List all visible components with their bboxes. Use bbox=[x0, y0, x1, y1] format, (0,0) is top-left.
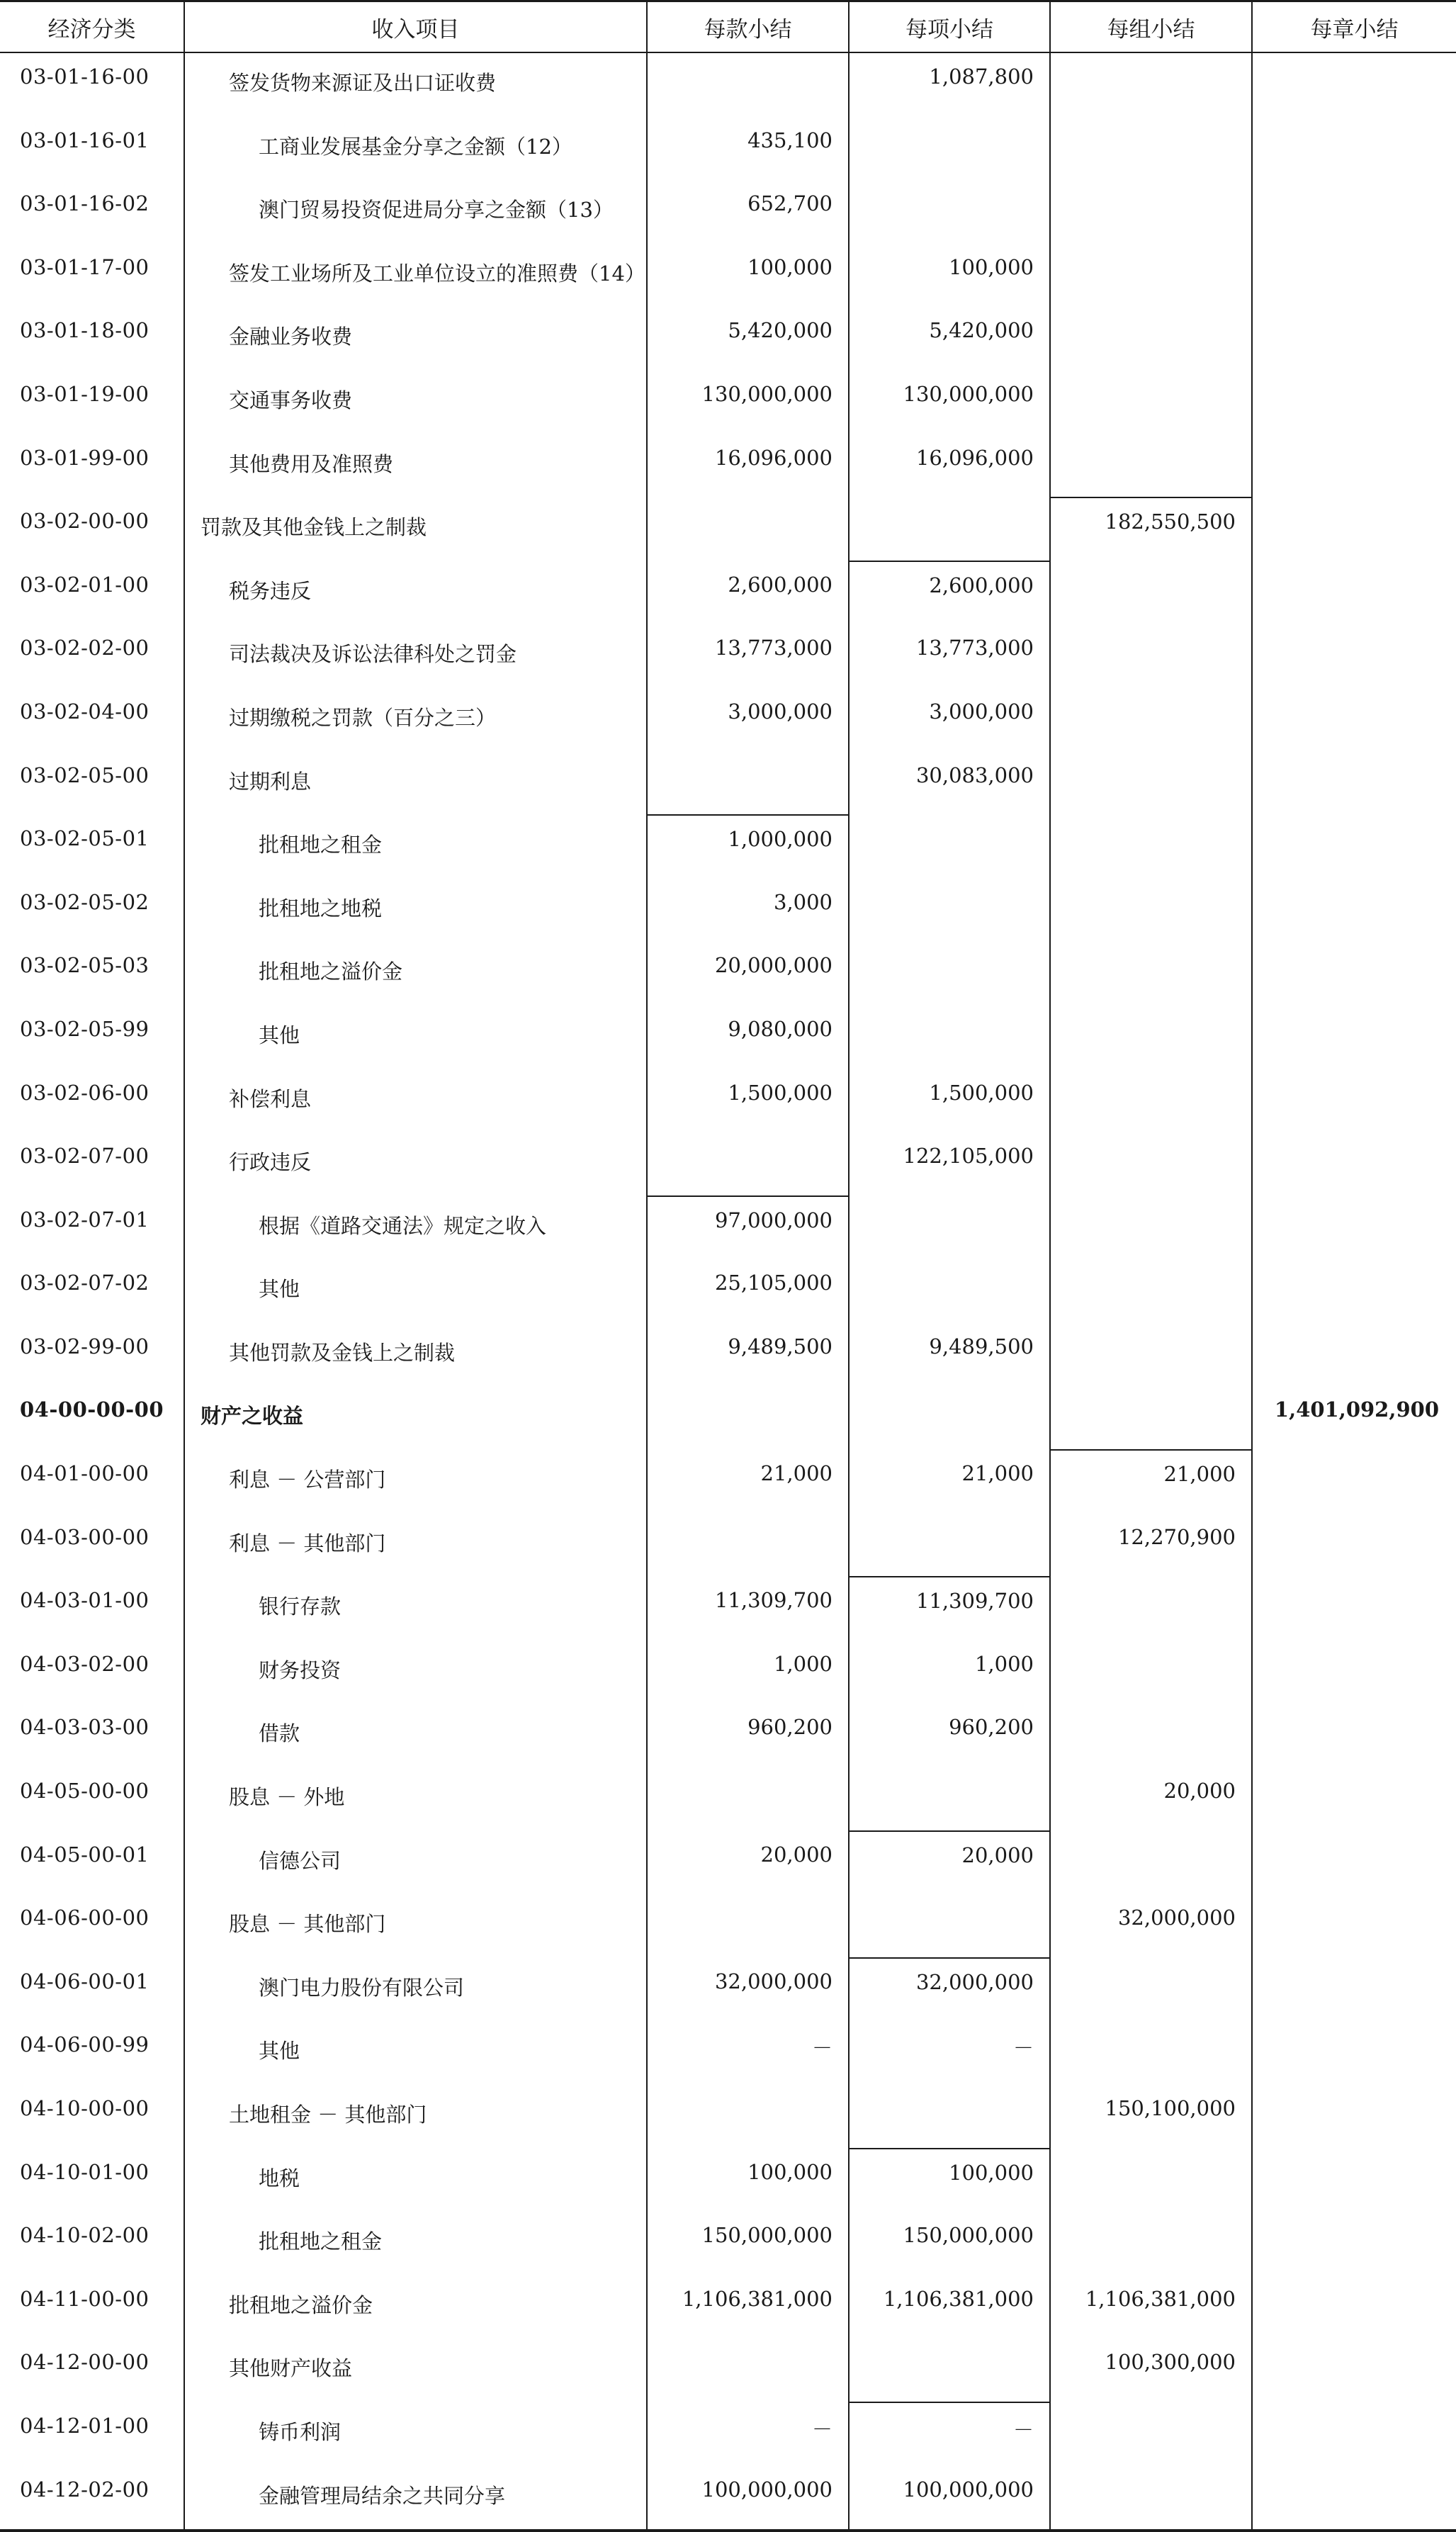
section-subtotal bbox=[647, 2339, 849, 2402]
economic-code: 04-01-00-00 bbox=[0, 1450, 184, 1514]
table-row bbox=[0, 1641, 1456, 1704]
chapter-subtotal bbox=[1252, 497, 1456, 561]
chapter-subtotal bbox=[1252, 1006, 1456, 1069]
chapter-subtotal bbox=[1252, 2402, 1456, 2466]
group-subtotal bbox=[1050, 307, 1252, 371]
revenue-item-name: 其他罚款及金钱上之制裁 bbox=[229, 1340, 456, 1365]
table-row bbox=[0, 1132, 1456, 1196]
revenue-item-name: 批租地之租金 bbox=[259, 833, 383, 857]
table-row bbox=[0, 52, 1456, 117]
economic-code: 04-05-00-00 bbox=[0, 1767, 184, 1831]
revenue-item-name: 其他财产收益 bbox=[229, 2356, 353, 2381]
chapter-subtotal bbox=[1252, 371, 1456, 434]
item-subtotal: 21,000 bbox=[849, 1450, 1050, 1514]
revenue-item-name: 土地租金 － 其他部门 bbox=[229, 2103, 427, 2127]
economic-code: 03-01-16-02 bbox=[0, 180, 184, 244]
item-subtotal: 960,200 bbox=[849, 1704, 1050, 1767]
group-subtotal bbox=[1050, 942, 1252, 1006]
section-subtotal: 2,600,000 bbox=[647, 561, 849, 625]
table-row bbox=[0, 2402, 1456, 2466]
group-subtotal bbox=[1050, 2212, 1252, 2275]
economic-code: 03-02-05-00 bbox=[0, 752, 184, 816]
table-row bbox=[0, 752, 1456, 816]
chapter-subtotal bbox=[1252, 1704, 1456, 1767]
economic-code: 03-02-07-02 bbox=[0, 1259, 184, 1323]
revenue-item-name: 过期缴税之罚款（百分之三） bbox=[229, 705, 497, 730]
section-subtotal: 21,000 bbox=[647, 1450, 849, 1514]
table-header-row bbox=[0, 1, 1456, 53]
item-subtotal bbox=[849, 497, 1050, 561]
item-subtotal: 100,000 bbox=[849, 244, 1050, 308]
group-subtotal bbox=[1050, 434, 1252, 498]
item-subtotal: － bbox=[849, 2402, 1050, 2466]
chapter-subtotal bbox=[1252, 52, 1456, 117]
economic-code: 03-02-05-01 bbox=[0, 815, 184, 879]
section-subtotal: － bbox=[647, 2402, 849, 2466]
section-subtotal: － bbox=[647, 2021, 849, 2085]
economic-code: 04-03-00-00 bbox=[0, 1514, 184, 1577]
table-row bbox=[0, 307, 1456, 371]
economic-code: 04-05-00-01 bbox=[0, 1831, 184, 1895]
item-subtotal: 130,000,000 bbox=[849, 371, 1050, 434]
section-subtotal bbox=[647, 497, 849, 561]
economic-code: 03-01-16-01 bbox=[0, 117, 184, 181]
chapter-subtotal bbox=[1252, 1577, 1456, 1641]
economic-code: 03-02-07-01 bbox=[0, 1196, 184, 1260]
group-subtotal bbox=[1050, 561, 1252, 625]
table-row bbox=[0, 624, 1456, 688]
revenue-item-name: 批租地之溢价金 bbox=[259, 960, 403, 984]
group-subtotal bbox=[1050, 2466, 1252, 2531]
item-subtotal: 5,420,000 bbox=[849, 307, 1050, 371]
group-subtotal bbox=[1050, 879, 1252, 943]
table-row bbox=[0, 2339, 1456, 2402]
revenue-item-name: 签发工业场所及工业单位设立的准照费（14） bbox=[229, 261, 645, 286]
item-subtotal: 13,773,000 bbox=[849, 624, 1050, 688]
economic-code: 03-02-02-00 bbox=[0, 624, 184, 688]
revenue-item-name: 金融业务收费 bbox=[229, 325, 353, 349]
group-subtotal bbox=[1050, 1259, 1252, 1323]
revenue-item-name: 借款 bbox=[259, 1721, 300, 1746]
chapter-subtotal bbox=[1252, 2275, 1456, 2339]
group-subtotal bbox=[1050, 52, 1252, 117]
item-subtotal: 1,000 bbox=[849, 1641, 1050, 1704]
section-subtotal: 3,000,000 bbox=[647, 688, 849, 752]
revenue-item-name: 其他 bbox=[259, 2039, 300, 2064]
chapter-subtotal bbox=[1252, 1958, 1456, 2022]
item-subtotal: 100,000 bbox=[849, 2149, 1050, 2212]
revenue-item-name: 签发货物来源证及出口证收费 bbox=[229, 71, 497, 95]
section-subtotal bbox=[647, 1132, 849, 1196]
revenue-item-name: 利息 － 其他部门 bbox=[229, 1531, 386, 1555]
revenue-item-name: 税务违反 bbox=[229, 578, 312, 603]
section-subtotal: 100,000 bbox=[647, 244, 849, 308]
revenue-item-name: 罚款及其他金钱上之制裁 bbox=[201, 515, 427, 540]
group-subtotal bbox=[1050, 1641, 1252, 1704]
economic-code: 03-02-00-00 bbox=[0, 497, 184, 561]
table-row bbox=[0, 1323, 1456, 1387]
item-subtotal: 150,000,000 bbox=[849, 2212, 1050, 2275]
revenue-item-name: 司法裁决及诉讼法律科处之罚金 bbox=[229, 642, 517, 667]
section-subtotal: 1,000 bbox=[647, 1641, 849, 1704]
section-subtotal: 13,773,000 bbox=[647, 624, 849, 688]
economic-code: 03-02-05-99 bbox=[0, 1006, 184, 1069]
chapter-subtotal bbox=[1252, 2085, 1456, 2149]
chapter-subtotal bbox=[1252, 117, 1456, 181]
table-row bbox=[0, 1704, 1456, 1767]
table-row bbox=[0, 244, 1456, 308]
table-row bbox=[0, 1196, 1456, 1260]
economic-code: 04-06-00-00 bbox=[0, 1894, 184, 1958]
chapter-subtotal bbox=[1252, 434, 1456, 498]
section-subtotal bbox=[647, 1894, 849, 1958]
item-subtotal: 2,600,000 bbox=[849, 561, 1050, 625]
group-subtotal bbox=[1050, 1577, 1252, 1641]
table-row bbox=[0, 561, 1456, 625]
item-subtotal bbox=[849, 1894, 1050, 1958]
item-subtotal: 1,500,000 bbox=[849, 1069, 1050, 1133]
chapter-subtotal bbox=[1252, 815, 1456, 879]
header-economic-classification: 经济分类 bbox=[0, 1, 184, 53]
chapter-subtotal bbox=[1252, 1132, 1456, 1196]
chapter-subtotal bbox=[1252, 1514, 1456, 1577]
section-subtotal: 960,200 bbox=[647, 1704, 849, 1767]
revenue-item-name: 批租地之地税 bbox=[259, 896, 383, 921]
item-subtotal bbox=[849, 815, 1050, 879]
chapter-subtotal bbox=[1252, 244, 1456, 308]
revenue-item-name: 工商业发展基金分享之金额（12） bbox=[259, 134, 572, 159]
chapter-subtotal bbox=[1252, 1450, 1456, 1514]
economic-code: 03-02-06-00 bbox=[0, 1069, 184, 1133]
chapter-subtotal bbox=[1252, 561, 1456, 625]
revenue-item-name: 过期利息 bbox=[229, 769, 312, 794]
table-row bbox=[0, 1069, 1456, 1133]
group-subtotal bbox=[1050, 180, 1252, 244]
revenue-item-name: 根据《道路交通法》规定之收入 bbox=[259, 1213, 547, 1238]
table-row bbox=[0, 434, 1456, 498]
chapter-subtotal bbox=[1252, 1767, 1456, 1831]
section-subtotal bbox=[647, 52, 849, 117]
section-subtotal: 3,000 bbox=[647, 879, 849, 943]
table-row bbox=[0, 2149, 1456, 2212]
section-subtotal: 435,100 bbox=[647, 117, 849, 181]
item-subtotal bbox=[849, 879, 1050, 943]
revenue-item-name: 交通事务收费 bbox=[229, 388, 353, 412]
table-row bbox=[0, 1386, 1456, 1450]
section-subtotal: 1,500,000 bbox=[647, 1069, 849, 1133]
item-subtotal bbox=[849, 1514, 1050, 1577]
header-revenue-item: 收入项目 bbox=[184, 1, 647, 53]
chapter-subtotal bbox=[1252, 752, 1456, 816]
group-subtotal bbox=[1050, 2021, 1252, 2085]
group-subtotal: 21,000 bbox=[1050, 1450, 1252, 1514]
group-subtotal: 20,000 bbox=[1050, 1767, 1252, 1831]
table-row bbox=[0, 497, 1456, 561]
economic-code: 04-10-01-00 bbox=[0, 2149, 184, 2212]
economic-code: 03-02-05-03 bbox=[0, 942, 184, 1006]
group-subtotal bbox=[1050, 815, 1252, 879]
section-subtotal: 16,096,000 bbox=[647, 434, 849, 498]
group-subtotal bbox=[1050, 1006, 1252, 1069]
economic-code: 04-03-01-00 bbox=[0, 1577, 184, 1641]
item-subtotal: 16,096,000 bbox=[849, 434, 1050, 498]
section-subtotal bbox=[647, 1767, 849, 1831]
group-subtotal bbox=[1050, 1323, 1252, 1387]
table-row bbox=[0, 2275, 1456, 2339]
table-row bbox=[0, 180, 1456, 244]
item-subtotal: 30,083,000 bbox=[849, 752, 1050, 816]
group-subtotal bbox=[1050, 1386, 1252, 1450]
section-subtotal: 652,700 bbox=[647, 180, 849, 244]
economic-code: 04-12-01-00 bbox=[0, 2402, 184, 2466]
item-subtotal: 11,309,700 bbox=[849, 1577, 1050, 1641]
header-subtotal-per-group: 每组小结 bbox=[1050, 1, 1252, 53]
item-subtotal bbox=[849, 942, 1050, 1006]
chapter-subtotal bbox=[1252, 1259, 1456, 1323]
revenue-item-name: 补偿利息 bbox=[229, 1086, 312, 1111]
table-row bbox=[0, 1259, 1456, 1323]
section-subtotal: 100,000 bbox=[647, 2149, 849, 2212]
group-subtotal bbox=[1050, 1132, 1252, 1196]
section-subtotal: 11,309,700 bbox=[647, 1577, 849, 1641]
group-subtotal bbox=[1050, 1069, 1252, 1133]
section-subtotal: 32,000,000 bbox=[647, 1958, 849, 2022]
section-subtotal: 1,106,381,000 bbox=[647, 2275, 849, 2339]
revenue-item-name: 行政违反 bbox=[229, 1150, 312, 1175]
table-row bbox=[0, 879, 1456, 943]
economic-code: 04-10-00-00 bbox=[0, 2085, 184, 2149]
table-row bbox=[0, 688, 1456, 752]
header-subtotal-per-chapter: 每章小结 bbox=[1252, 1, 1456, 53]
table-row bbox=[0, 1958, 1456, 2022]
table-row bbox=[0, 1767, 1456, 1831]
table-row bbox=[0, 1831, 1456, 1895]
table-row bbox=[0, 1514, 1456, 1577]
section-subtotal: 20,000,000 bbox=[647, 942, 849, 1006]
section-subtotal: 20,000 bbox=[647, 1831, 849, 1895]
header-subtotal-per-xiang: 每项小结 bbox=[849, 1, 1050, 53]
table-row bbox=[0, 2085, 1456, 2149]
economic-code: 04-11-00-00 bbox=[0, 2275, 184, 2339]
item-subtotal bbox=[849, 1006, 1050, 1069]
economic-code: 03-02-05-02 bbox=[0, 879, 184, 943]
group-subtotal bbox=[1050, 2402, 1252, 2466]
item-subtotal: 20,000 bbox=[849, 1831, 1050, 1895]
item-subtotal bbox=[849, 1259, 1050, 1323]
item-subtotal: 32,000,000 bbox=[849, 1958, 1050, 2022]
revenue-item-name: 银行存款 bbox=[259, 1594, 342, 1619]
economic-code: 04-12-02-00 bbox=[0, 2466, 184, 2531]
chapter-subtotal bbox=[1252, 1069, 1456, 1133]
revenue-item-name: 澳门贸易投资促进局分享之金额（13） bbox=[259, 198, 614, 223]
group-subtotal: 12,270,900 bbox=[1050, 1514, 1252, 1577]
group-subtotal bbox=[1050, 1196, 1252, 1260]
item-subtotal bbox=[849, 180, 1050, 244]
revenue-item-name: 财产之收益 bbox=[201, 1404, 304, 1429]
group-subtotal bbox=[1050, 1704, 1252, 1767]
economic-code: 03-02-07-00 bbox=[0, 1132, 184, 1196]
group-subtotal bbox=[1050, 688, 1252, 752]
item-subtotal bbox=[849, 1196, 1050, 1260]
table-row bbox=[0, 2212, 1456, 2275]
revenue-item-name: 批租地之租金 bbox=[259, 2229, 383, 2254]
item-subtotal: 1,087,800 bbox=[849, 52, 1050, 117]
revenue-item-name: 利息 － 公营部门 bbox=[229, 1468, 386, 1492]
item-subtotal: 9,489,500 bbox=[849, 1323, 1050, 1387]
chapter-subtotal bbox=[1252, 688, 1456, 752]
group-subtotal: 1,106,381,000 bbox=[1050, 2275, 1252, 2339]
revenue-item-name: 金融管理局结余之共同分享 bbox=[184, 2466, 647, 2531]
section-subtotal: 150,000,000 bbox=[647, 2212, 849, 2275]
section-subtotal: 100,000,000 bbox=[647, 2466, 849, 2531]
table-row bbox=[0, 815, 1456, 879]
economic-code: 03-01-16-00 bbox=[0, 52, 184, 117]
economic-code: 03-01-17-00 bbox=[0, 244, 184, 308]
table-row bbox=[0, 2021, 1456, 2085]
table-row bbox=[0, 1450, 1456, 1514]
section-subtotal bbox=[647, 752, 849, 816]
table-row bbox=[0, 942, 1456, 1006]
group-subtotal bbox=[1050, 1958, 1252, 2022]
economic-code: 04-06-00-01 bbox=[0, 1958, 184, 2022]
group-subtotal bbox=[1050, 1831, 1252, 1895]
revenue-item-name: 信德公司 bbox=[259, 1848, 342, 1873]
chapter-subtotal: 1,401,092,900 bbox=[1252, 1386, 1456, 1450]
chapter-subtotal bbox=[1252, 307, 1456, 371]
item-subtotal: 100,000,000 bbox=[849, 2466, 1050, 2531]
chapter-subtotal bbox=[1252, 879, 1456, 943]
group-subtotal: 100,300,000 bbox=[1050, 2339, 1252, 2402]
section-subtotal: 97,000,000 bbox=[647, 1196, 849, 1260]
economic-code: 04-03-02-00 bbox=[0, 1641, 184, 1704]
chapter-subtotal bbox=[1252, 1641, 1456, 1704]
revenue-item-name: 澳门电力股份有限公司 bbox=[259, 1975, 465, 2000]
group-subtotal: 182,550,500 bbox=[1050, 497, 1252, 561]
table-body bbox=[0, 52, 1456, 2531]
chapter-subtotal bbox=[1252, 2021, 1456, 2085]
section-subtotal: 130,000,000 bbox=[647, 371, 849, 434]
section-subtotal bbox=[647, 1514, 849, 1577]
economic-code: 04-10-02-00 bbox=[0, 2212, 184, 2275]
item-subtotal bbox=[849, 117, 1050, 181]
revenue-item-name: 其他 bbox=[259, 1277, 300, 1302]
chapter-subtotal bbox=[1252, 1831, 1456, 1895]
economic-code: 04-03-03-00 bbox=[0, 1704, 184, 1767]
item-subtotal bbox=[849, 2085, 1050, 2149]
item-subtotal: 1,106,381,000 bbox=[849, 2275, 1050, 2339]
chapter-subtotal bbox=[1252, 180, 1456, 244]
chapter-subtotal bbox=[1252, 624, 1456, 688]
item-subtotal bbox=[849, 2339, 1050, 2402]
chapter-subtotal bbox=[1252, 942, 1456, 1006]
item-subtotal bbox=[849, 1386, 1050, 1450]
economic-code: 03-01-99-00 bbox=[0, 434, 184, 498]
section-subtotal bbox=[647, 2085, 849, 2149]
chapter-subtotal bbox=[1252, 2212, 1456, 2275]
chapter-subtotal bbox=[1252, 1894, 1456, 1958]
economic-code: 03-02-99-00 bbox=[0, 1323, 184, 1387]
table-row bbox=[0, 1006, 1456, 1069]
item-subtotal: 122,105,000 bbox=[849, 1132, 1050, 1196]
group-subtotal bbox=[1050, 371, 1252, 434]
table-row bbox=[0, 1894, 1456, 1958]
item-subtotal: － bbox=[849, 2021, 1050, 2085]
item-subtotal: 3,000,000 bbox=[849, 688, 1050, 752]
economic-code: 04-06-00-99 bbox=[0, 2021, 184, 2085]
section-subtotal bbox=[647, 1386, 849, 1450]
header-subtotal-per-kuan: 每款小结 bbox=[647, 1, 849, 53]
group-subtotal bbox=[1050, 624, 1252, 688]
revenue-item-name: 批租地之溢价金 bbox=[229, 2292, 373, 2317]
table-row bbox=[0, 1577, 1456, 1641]
revenue-item-name: 铸币利润 bbox=[259, 2419, 342, 2444]
chapter-subtotal bbox=[1252, 2149, 1456, 2212]
group-subtotal: 32,000,000 bbox=[1050, 1894, 1252, 1958]
table-row bbox=[0, 117, 1456, 181]
economic-code: 04-12-00-00 bbox=[0, 2339, 184, 2402]
section-subtotal: 9,080,000 bbox=[647, 1006, 849, 1069]
section-subtotal: 9,489,500 bbox=[647, 1323, 849, 1387]
revenue-item-name: 其他费用及准照费 bbox=[229, 451, 394, 476]
table-row bbox=[0, 371, 1456, 434]
group-subtotal bbox=[1050, 752, 1252, 816]
section-subtotal: 25,105,000 bbox=[647, 1259, 849, 1323]
revenue-item-name: 股息 － 其他部门 bbox=[229, 1912, 386, 1937]
item-subtotal bbox=[849, 1767, 1050, 1831]
economic-code: 03-02-01-00 bbox=[0, 561, 184, 625]
group-subtotal bbox=[1050, 117, 1252, 181]
economic-code: 03-01-18-00 bbox=[0, 307, 184, 371]
revenue-item-name: 财务投资 bbox=[259, 1658, 342, 1682]
chapter-subtotal bbox=[1252, 2339, 1456, 2402]
revenue-item-name: 地税 bbox=[259, 2166, 300, 2190]
revenue-item-name: 其他 bbox=[259, 1023, 300, 1047]
chapter-subtotal bbox=[1252, 1323, 1456, 1387]
table-row bbox=[0, 2466, 1456, 2531]
group-subtotal: 150,100,000 bbox=[1050, 2085, 1252, 2149]
section-subtotal: 1,000,000 bbox=[647, 815, 849, 879]
economic-code: 03-01-19-00 bbox=[0, 371, 184, 434]
revenue-item-name: 股息 － 外地 bbox=[229, 1785, 345, 1810]
economic-code: 03-02-04-00 bbox=[0, 688, 184, 752]
group-subtotal bbox=[1050, 2149, 1252, 2212]
section-subtotal: 5,420,000 bbox=[647, 307, 849, 371]
economic-code: 04-00-00-00 bbox=[0, 1386, 184, 1450]
chapter-subtotal bbox=[1252, 1196, 1456, 1260]
chapter-subtotal bbox=[1252, 2466, 1456, 2531]
group-subtotal bbox=[1050, 244, 1252, 308]
